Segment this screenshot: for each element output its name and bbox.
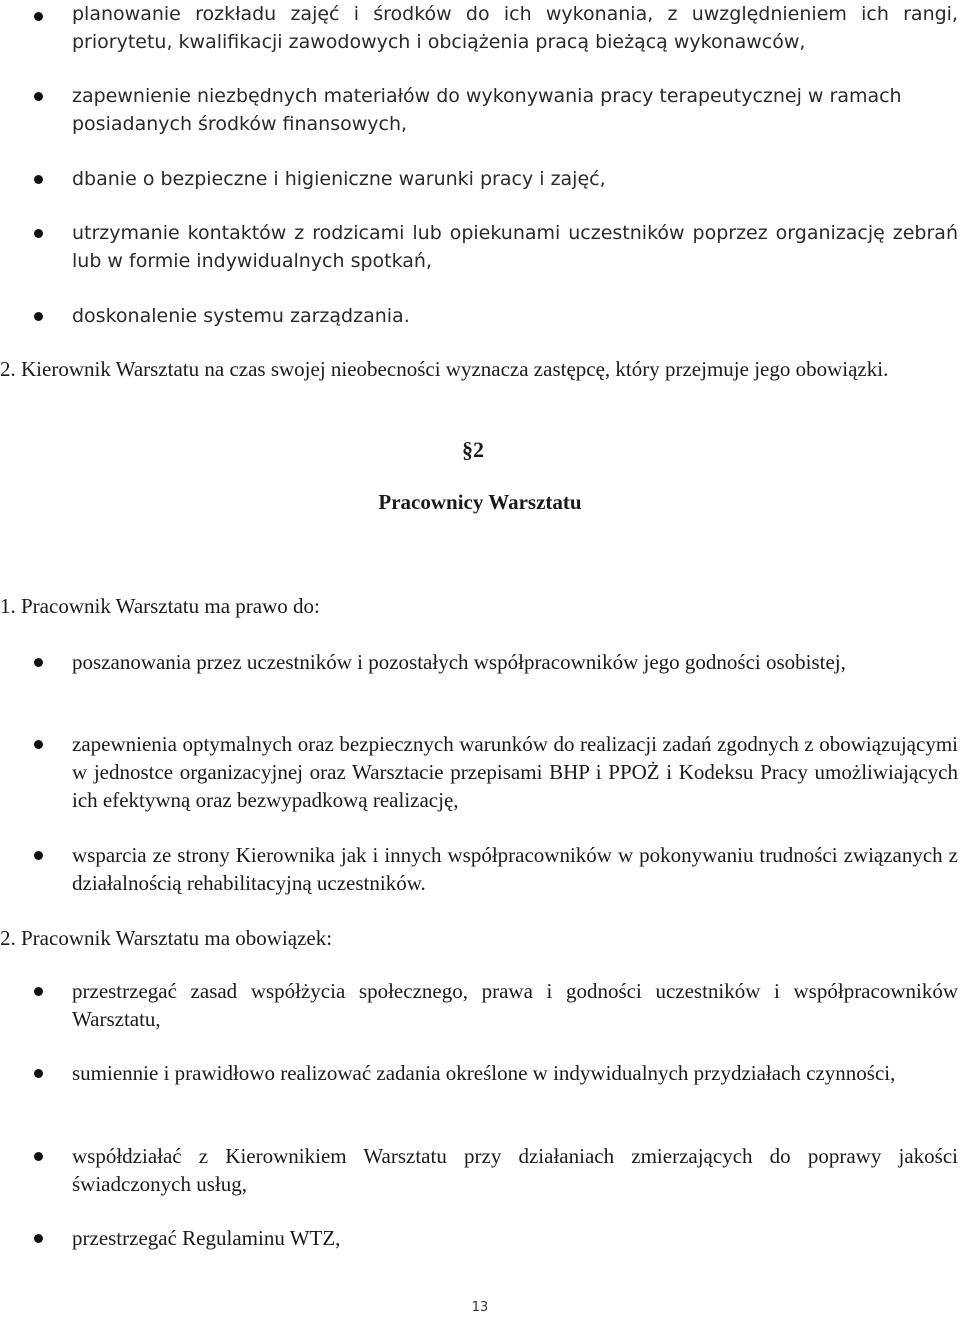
list-item: wsparcia ze strony Kierownika jak i innych współpracowników w pokonywaniu trudności związanych z działalnością rehabilitacyjną uczestników.: [72, 843, 958, 895]
bullet: [34, 229, 43, 238]
bullet: [34, 175, 43, 184]
bullet: [34, 92, 43, 101]
list-item: sumiennie i prawidłowo realizować zadania określone w indywidualnych przydziałach czynności,: [72, 1061, 896, 1085]
list-item: przestrzegać Regulaminu WTZ,: [72, 1226, 341, 1250]
paragraph: 2. Pracownik Warsztatu ma obowiązek:: [0, 926, 333, 950]
paragraph: 1. Pracownik Warsztatu ma prawo do:: [0, 594, 320, 618]
bullet: [34, 851, 43, 860]
list-item: dbanie o bezpieczne i higieniczne warunki pracy i zajęć,: [72, 168, 606, 190]
bullet: [34, 987, 43, 996]
bullet: [34, 12, 43, 21]
list-item: poszanowania przez uczestników i pozostałych współpracowników jego godności osobistej,: [72, 650, 846, 674]
list-item: utrzymanie kontaktów z rodzicami lub opiekunami uczestników poprzez organizację zebrań lub w formie indywidualnych spotkań,: [72, 222, 958, 272]
list-item: zapewnienie niezbędnych materiałów do wykonywania pracy terapeutycznej w ramach posiadanych środków finansowych,: [72, 85, 902, 135]
bullet: [34, 658, 43, 667]
bullet: [34, 312, 43, 321]
section-title: Pracownicy Warsztatu: [378, 490, 582, 514]
bullet: [34, 1152, 43, 1161]
list-item: przestrzegać zasad współżycia społecznego, prawa i godności uczestników i współpracowników Warsztatu,: [72, 979, 958, 1031]
section-number: §2: [462, 437, 484, 462]
list-item: współdziałać z Kierownikiem Warsztatu przy działaniach zmierzających do poprawy jakości świadczonych usług,: [72, 1144, 958, 1196]
page-number: 13: [471, 1300, 489, 1315]
paragraph: 2. Kierownik Warsztatu na czas swojej nieobecności wyznacza zastępcę, który przejmuje jego obowiązki.: [0, 357, 889, 381]
list-item: zapewnienia optymalnych oraz bezpiecznych warunków do realizacji zadań zgodnych z obowiązującymi w jednostce organizacyjnej oraz Warsztacie przepisami BHP i PPOŻ i Kodeksu Pracy umożliwiających ich efektywną oraz bezwypadkową realizację,: [72, 732, 958, 812]
list-item: planowanie rozkładu zajęć i środków do ich wykonania, z uwzględnieniem ich rangi, priorytetu, kwalifikacji zawodowych i obciążenia pracą bieżącą wykonawców,: [72, 3, 958, 53]
list-item: doskonalenie systemu zarządzania.: [72, 305, 410, 327]
bullet: [34, 1069, 43, 1078]
bullet: [34, 1234, 43, 1243]
bullet: [34, 740, 43, 749]
